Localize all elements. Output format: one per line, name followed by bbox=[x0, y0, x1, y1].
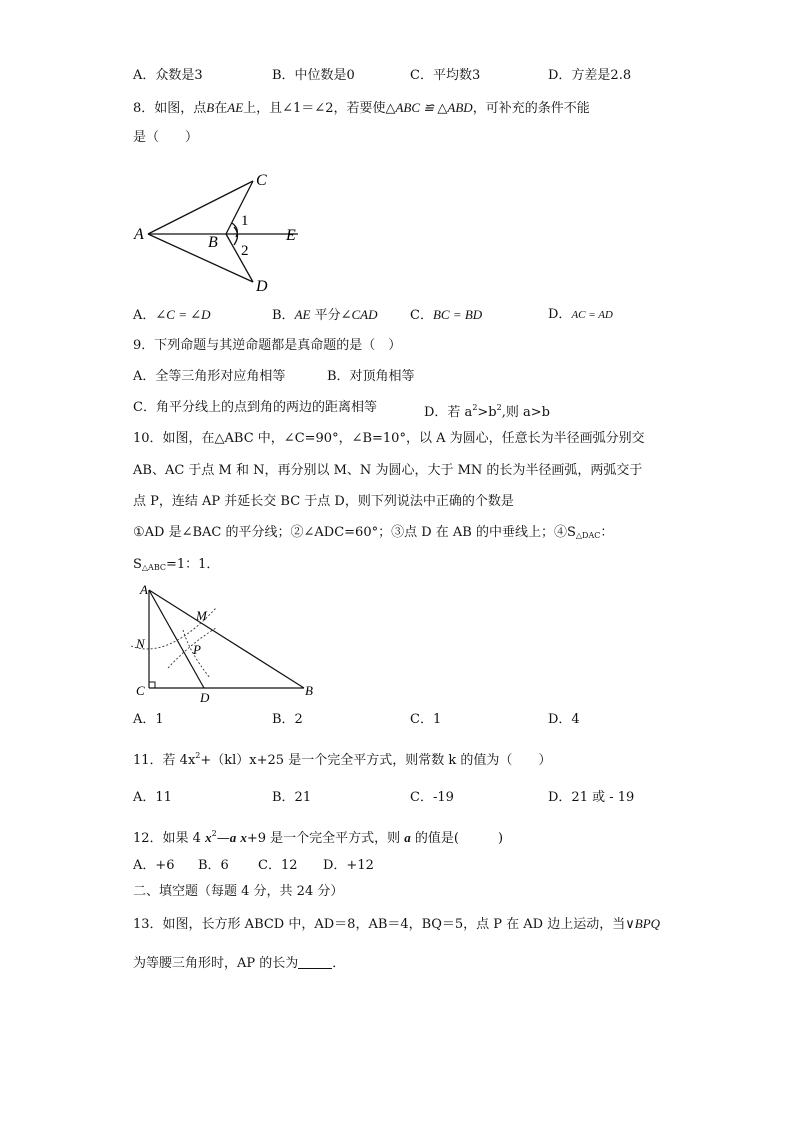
q10-right-angle-mark bbox=[149, 682, 155, 688]
q9-option-a: A．全等三角形对应角相等 bbox=[133, 369, 286, 384]
q9-option-b: B．对顶角相等 bbox=[327, 369, 415, 384]
q12-stem: 12．如果 4 $x^2—a$ x+9 是一个完全平方式，则 a 的值是( ) bbox=[133, 829, 504, 846]
q10-stem-line1: 10．如图，在△ABC 中，∠C=90°，∠B=10°，以 A 为圆心，任意长为半径画弧分别交 bbox=[133, 431, 645, 446]
q10-stem-line3: 点 P，连结 AP 并延长交 BC 于点 D，则下列说法中正确的个数是 bbox=[133, 494, 514, 509]
q9-option-d: D．若 $a^2>b^2$,则 a>b bbox=[424, 403, 550, 420]
q10-label-p: P bbox=[193, 642, 201, 657]
q10-arc-m bbox=[168, 628, 216, 668]
q10-line-ad bbox=[149, 590, 204, 688]
q8-label-angle2: 2 bbox=[241, 243, 249, 259]
q10-stem-line4: ①AD 是∠BAC 的平分线；②∠ADC=60°；③点 D 在 AB 的中垂线上；$④S_{\triangle DAC}$： bbox=[133, 525, 614, 540]
q10-label-d: D bbox=[200, 690, 210, 705]
q10-label-n: N bbox=[136, 636, 145, 651]
q13-answer-blank[interactable] bbox=[298, 954, 332, 969]
q9-option-c: C．角平分线上的点到角的两边的距离相等 bbox=[133, 400, 377, 415]
q8-line-bc bbox=[226, 181, 253, 234]
q12-option-a: A．+6 bbox=[133, 858, 175, 873]
q10-stem-line5: $S_{\triangle ABC}=1$：1． bbox=[133, 557, 220, 572]
q8-stem-line2: 是（ ） bbox=[133, 130, 199, 145]
q12-option-c: C．12 bbox=[258, 858, 298, 873]
q8-figure bbox=[128, 165, 318, 300]
q8-label-angle1: 1 bbox=[241, 213, 249, 229]
q10-label-c: C bbox=[136, 683, 145, 698]
q8-line-ad bbox=[148, 234, 253, 282]
q8-option-b: B．AE 平分∠CAD bbox=[272, 307, 378, 323]
section-title-fill-in: 二、填空题（每题 4 分，共 24 分） bbox=[133, 884, 344, 899]
q8-label-a: A bbox=[134, 226, 144, 243]
q8-option-a: A．∠C = ∠D bbox=[133, 307, 211, 323]
q10-option-b: B．2 bbox=[272, 712, 303, 727]
q10-figure bbox=[128, 578, 328, 708]
q13-stem-line2: 为等腰三角形时，AP 的长为 ． bbox=[133, 956, 346, 971]
q10-option-c: C．1 bbox=[410, 712, 442, 727]
q8-option-d: D．AC = AD bbox=[548, 307, 613, 322]
q11-option-d: D．21 或 - 19 bbox=[548, 790, 635, 805]
q8-label-c: C bbox=[256, 172, 267, 189]
q8-stem-line1: 8．如图，点B在AE上，且∠1＝∠2，若要使△ABC ≌ △ABD，可补充的条件不能 bbox=[133, 100, 590, 116]
q13-stem-line1: 13．如图，长方形 ABCD 中，AD＝8，AB＝4，BQ＝5，点 P 在 AD 边上运动，当∨BPQ bbox=[133, 916, 661, 932]
q7-option-b: B．中位数是0 bbox=[272, 68, 355, 83]
q8-label-e: E bbox=[286, 227, 296, 244]
q12-option-d: D．+12 bbox=[323, 858, 374, 873]
q12-option-b: B．6 bbox=[198, 858, 229, 873]
q8-option-c: C．BC = BD bbox=[410, 307, 483, 323]
q8-label-d: D bbox=[256, 278, 268, 295]
q9-stem: 9．下列命题与其逆命题都是真命题的是（ ） bbox=[133, 338, 402, 353]
q10-option-a: A．1 bbox=[133, 712, 164, 727]
q10-label-b: B bbox=[305, 683, 313, 698]
q7-option-a: A．众数是3 bbox=[133, 68, 203, 83]
q10-label-a: A bbox=[140, 582, 148, 597]
q10-option-d: D．4 bbox=[548, 712, 580, 727]
q11-option-c: C．-19 bbox=[410, 790, 454, 805]
q8-line-ac bbox=[148, 181, 253, 234]
q8-line-bd bbox=[226, 234, 253, 282]
q10-label-m: M bbox=[196, 608, 207, 623]
q10-stem-line2: AB、AC 于点 M 和 N，再分别以 M、N 为圆心，大于 MN 的长为半径画弧，两弧交于 bbox=[133, 463, 643, 478]
q7-option-c: C．平均数3 bbox=[410, 68, 481, 83]
q11-option-a: A．11 bbox=[133, 790, 172, 805]
q8-label-b: B bbox=[208, 234, 218, 251]
q7-option-d: D．方差是2.8 bbox=[548, 68, 632, 83]
q11-option-b: B．21 bbox=[272, 790, 312, 805]
q10-line-ab bbox=[149, 590, 304, 688]
q11-stem: 11．若 $4x^2+(kl)x+25$ 是一个完全平方式，则常数 k 的值为（ ） bbox=[133, 751, 552, 768]
